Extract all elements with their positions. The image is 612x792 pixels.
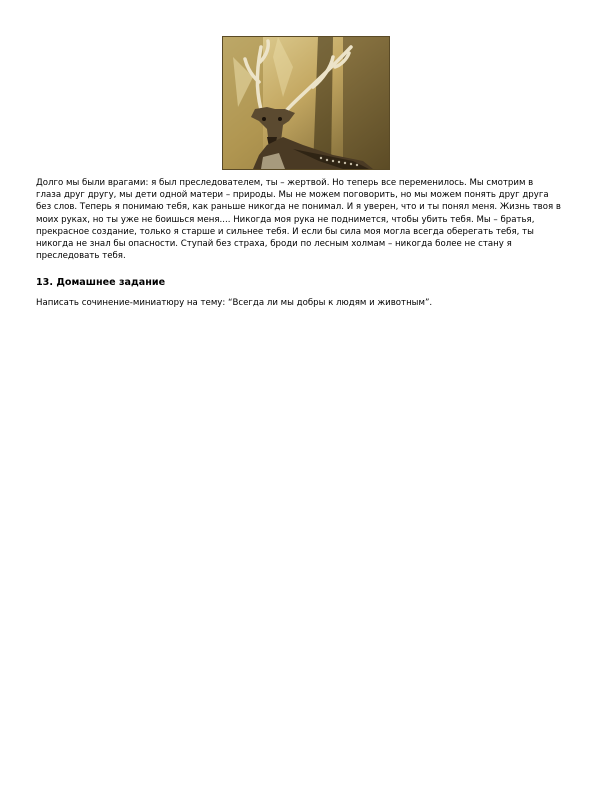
passage-line: без слов. Теперь я понимаю тебя, как раньше никогда не понимал. И я уверен, что и ты понял меня. Жизнь твоя в xyxy=(36,202,561,213)
passage-line: глаза друг другу, мы дети одной матери – природы. Мы не можем поговорить, но мы можем понять друг друга xyxy=(36,190,549,201)
passage-line: Долго мы были врагами: я был преследователем, ты – жертвой. Но теперь все переменилось. Мы смотрим в xyxy=(36,178,534,188)
passage-line: никогда не знал бы опасности. Ступай без страха, броди по лесным холмам – никогда более не стану я xyxy=(36,239,512,250)
section-heading: 13. Домашнее задание xyxy=(36,277,166,288)
passage-line: моих руках, но ты уже не боишься меня.... Никогда моя рука не поднимется, чтобы убить тебя. Мы – братья, xyxy=(36,214,535,225)
passage-paragraph xyxy=(36,177,580,262)
passage-line: преследовать тебя. xyxy=(36,251,126,262)
passage-line: прекрасное создание, только я старше и сильнее тебя. И если бы сила моя могла всегда оберегать тебя, ты xyxy=(36,226,534,237)
deer-photo xyxy=(222,36,390,170)
deer-image xyxy=(223,37,389,169)
homework-text: Написать сочинение-миниатюру на тему: “Всегда ли мы добры к людям и животным”. xyxy=(36,298,433,308)
